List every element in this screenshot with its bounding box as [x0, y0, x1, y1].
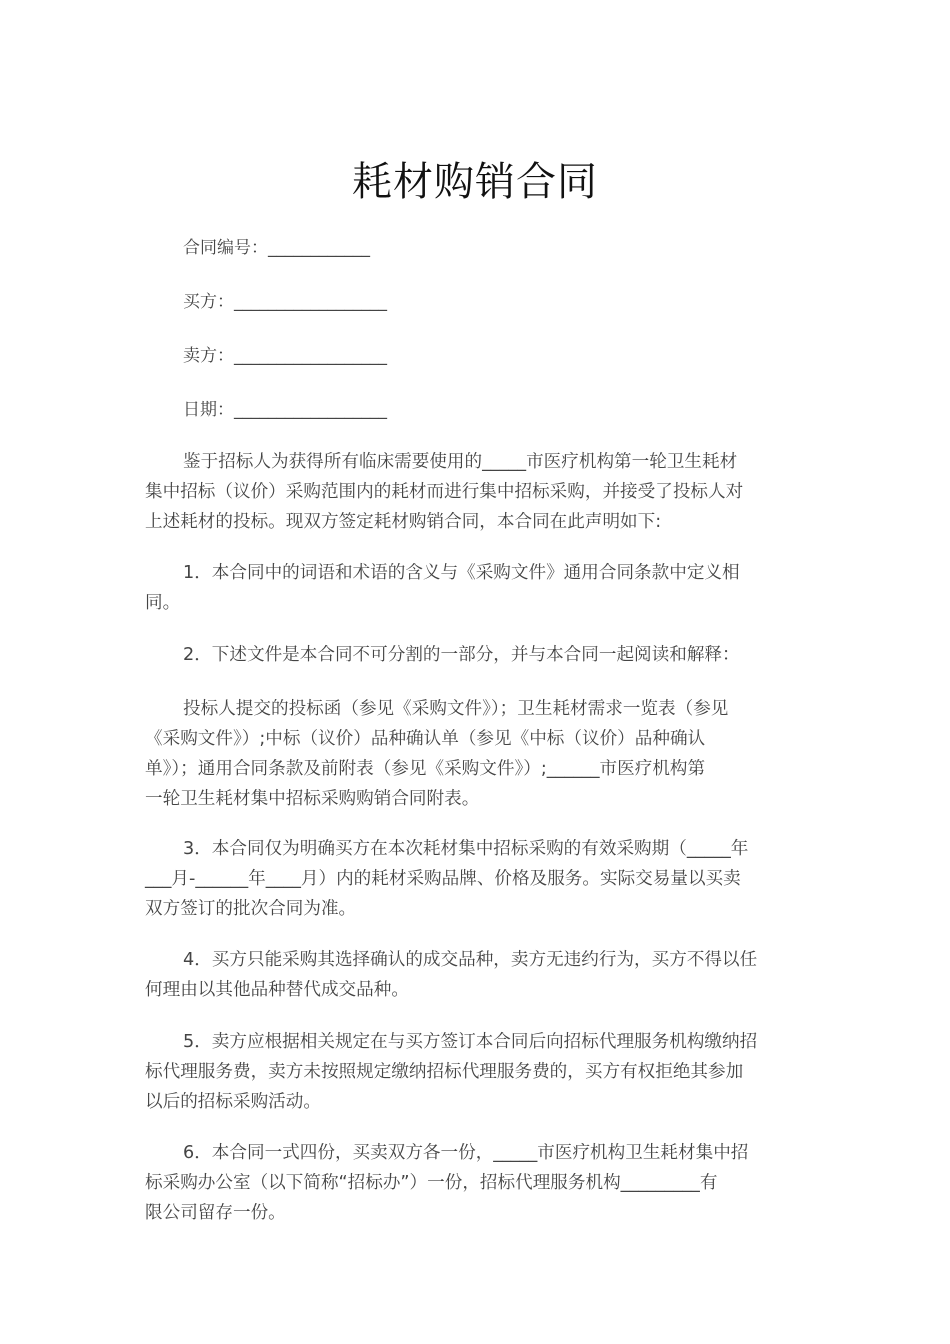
text-line: 标采购办公室（以下简称“招标办”）一份，招标代理服务机构_________有	[145, 1173, 718, 1193]
text-line: ___月-______年____月）内的耗材采购品牌、价格及服务。实际交易量以买卖	[145, 869, 741, 889]
field-label: 卖方：	[183, 346, 234, 366]
clause-2-documents	[145, 694, 815, 814]
text-line: 1．本合同中的词语和术语的含义与《采购文件》通用合同条款中定义相	[183, 563, 740, 583]
clause-6	[145, 1138, 815, 1228]
text-line: 4．买方只能采购其选择确认的成交品种，卖方无违约行为，买方不得以任	[183, 950, 758, 970]
seller-field	[183, 344, 387, 368]
clause-5	[145, 1027, 815, 1117]
preamble-paragraph	[145, 447, 815, 537]
text-line: 标代理服务费，卖方未按照规定缴纳招标代理服务费的，买方有权拒绝其参加	[145, 1062, 744, 1082]
field-blank: __________________	[234, 400, 387, 420]
text-line: 何理由以其他品种替代成交品种。	[145, 980, 409, 1000]
clause-4	[145, 945, 815, 1005]
clause-3	[145, 834, 815, 924]
field-label: 合同编号：	[183, 238, 268, 258]
text-line: 5．卖方应根据相关规定在与买方签订本合同后向招标代理服务机构缴纳招	[183, 1032, 758, 1052]
text-line: 限公司留存一份。	[145, 1203, 286, 1223]
text-line: 3．本合同仅为明确买方在本次耗材集中招标采购的有效采购期（_____年	[183, 839, 749, 859]
text-line: 上述耗材的投标。现双方签定耗材购销合同，本合同在此声明如下:	[145, 512, 662, 532]
text-line: 集中招标（议价）采购范围内的耗材而进行集中招标采购，并接受了投标人对	[145, 482, 744, 502]
date-field	[183, 398, 387, 422]
field-blank: __________________	[234, 346, 387, 366]
text-line: 《采购文件》）;中标（议价）品种确认单（参见《中标（议价）品种确认	[145, 729, 706, 749]
field-label: 买方：	[183, 292, 234, 312]
field-blank: ____________	[268, 238, 370, 258]
text-line: 投标人提交的投标函（参见《采购文件》）；卫生耗材需求一览表（参见	[183, 699, 729, 719]
text-line: 2．下述文件是本合同不可分割的一部分，并与本合同一起阅读和解释：	[183, 645, 740, 665]
clause-1	[145, 558, 815, 618]
contract-number-field	[183, 236, 370, 260]
text-line: 双方签订的批次合同为准。	[145, 899, 357, 919]
text-line: 6．本合同一式四份，买卖双方各一份，_____市医疗机构卫生耗材集中招	[183, 1143, 749, 1163]
field-blank: __________________	[234, 292, 387, 312]
buyer-field	[183, 290, 387, 314]
field-label: 日期：	[183, 400, 234, 420]
text-line: 以后的招标采购活动。	[145, 1092, 321, 1112]
text-line: 同。	[145, 593, 181, 613]
text-line: 一轮卫生耗材集中招标采购购销合同附表。	[145, 789, 480, 809]
text-line: 鉴于招标人为获得所有临床需要使用的_____市医疗机构第一轮卫生耗材	[183, 452, 738, 472]
text-line: 单》）；通用合同条款及前附表（参见《采购文件》）;______市医疗机构第	[145, 759, 706, 779]
document-title: 耗材购销合同	[352, 159, 598, 205]
clause-2	[145, 640, 815, 670]
